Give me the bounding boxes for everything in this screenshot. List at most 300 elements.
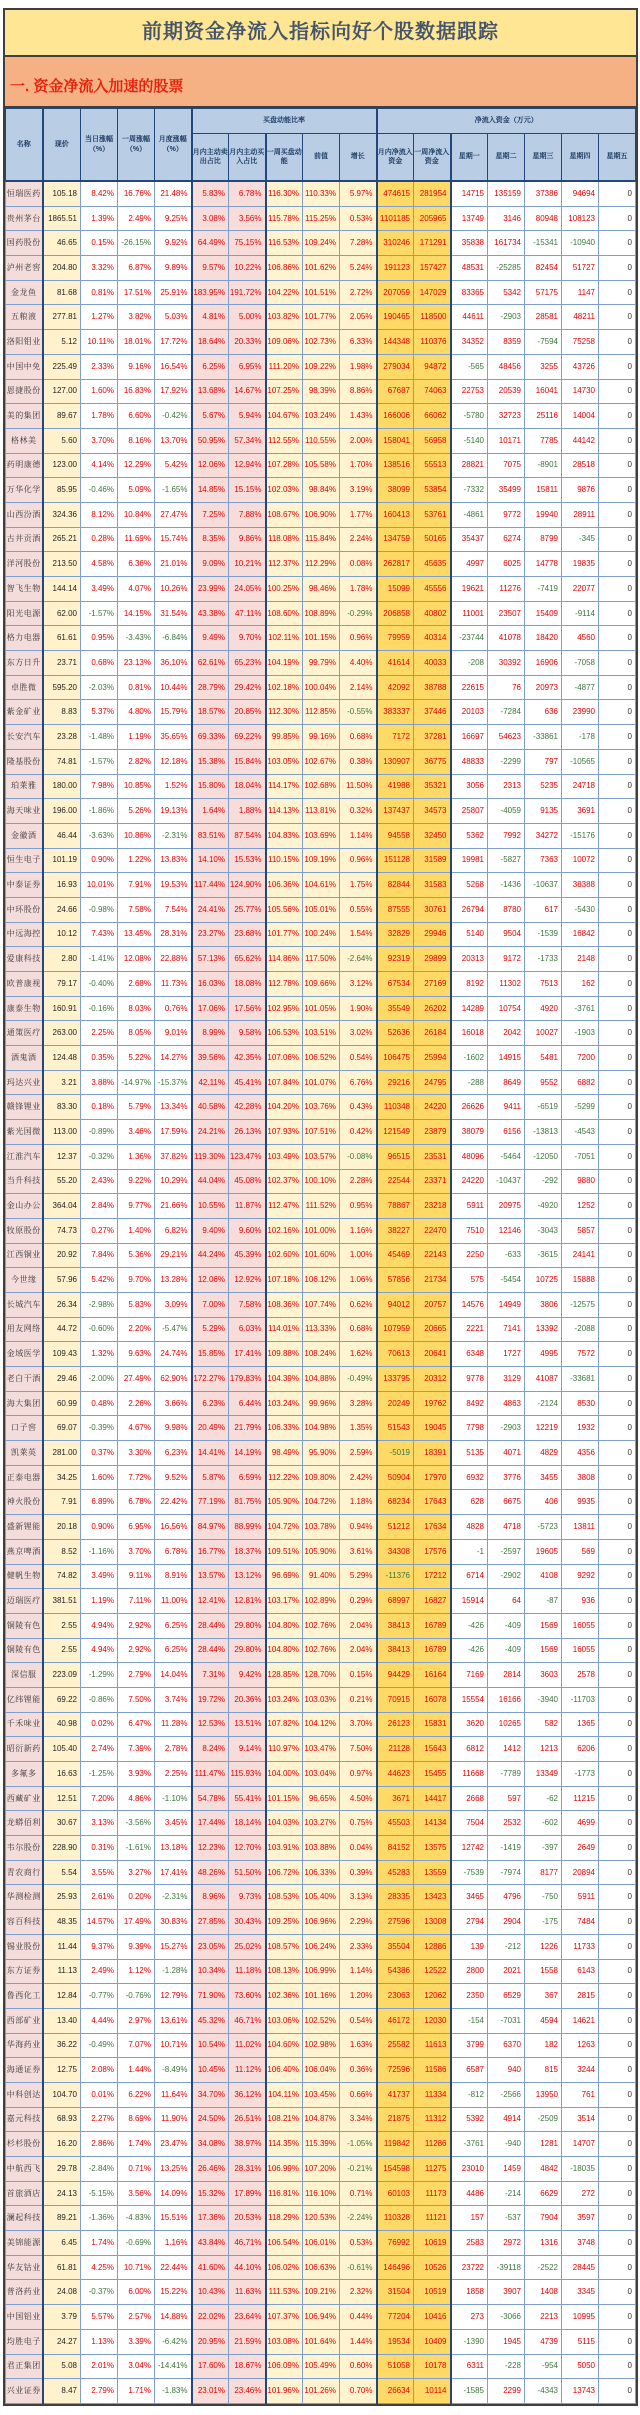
cell-growth: 0.38% xyxy=(340,749,377,774)
cell-daily-change: -0.86% xyxy=(81,1687,118,1712)
cell-price: 113.00 xyxy=(43,1120,81,1145)
cell-weekly-momentum: 102.11% xyxy=(266,626,303,651)
cell-thursday: -12575 xyxy=(562,1292,599,1317)
cell-name: 江淮汽车 xyxy=(6,1144,43,1169)
cell-monthly-inflow: 52636 xyxy=(377,1021,414,1046)
cell-weekly-inflow: 40802 xyxy=(414,601,451,626)
cell-name: 海通证券 xyxy=(6,2058,43,2083)
cell-tuesday: -940 xyxy=(488,2132,525,2157)
cell-daily-change: 9.37% xyxy=(81,1934,118,1959)
cell-thursday: 11215 xyxy=(562,1786,599,1811)
cell-daily-change: 0.37% xyxy=(81,1441,118,1466)
cell-wednesday: 4829 xyxy=(525,1441,562,1466)
cell-weekly-change: 6.78% xyxy=(118,1490,155,1515)
cell-thursday: 3514 xyxy=(562,2107,599,2132)
cell-growth: 2.14% xyxy=(340,675,377,700)
cell-monthly-inflow: 1101185 xyxy=(377,206,414,231)
cell-sell-ratio: 12.06% xyxy=(192,1268,229,1293)
cell-prev-value: 103.88% xyxy=(303,1836,340,1861)
cell-price: 263.00 xyxy=(43,1021,81,1046)
cell-monthly-change: 31.54% xyxy=(155,601,192,626)
cell-prev-value: 115.84% xyxy=(303,527,340,552)
cell-wednesday: 14778 xyxy=(525,552,562,577)
cell-thursday: 7572 xyxy=(562,1342,599,1367)
cell-tuesday: 9772 xyxy=(488,502,525,527)
table-row xyxy=(6,1342,636,1367)
cell-thursday: -10940 xyxy=(562,231,599,256)
cell-weekly-change: -1.61% xyxy=(118,1836,155,1861)
cell-buy-ratio: 65.62% xyxy=(229,947,266,972)
cell-monthly-change: 9.52% xyxy=(155,1465,192,1490)
cell-weekly-momentum: 114.13% xyxy=(266,799,303,824)
cell-tuesday: 6156 xyxy=(488,1120,525,1145)
cell-monthly-change: 24.74% xyxy=(155,1342,192,1367)
cell-weekly-change: 11.69% xyxy=(118,527,155,552)
cell-tuesday: -7974 xyxy=(488,1860,525,1885)
cell-sell-ratio: 34.70% xyxy=(192,2082,229,2107)
cell-name: 华海药业 xyxy=(6,2033,43,2058)
cell-price: 20.18 xyxy=(43,1515,81,1540)
cell-wednesday: -4920 xyxy=(525,1194,562,1219)
cell-thursday: -10565 xyxy=(562,749,599,774)
cell-prev-value: 106.12% xyxy=(303,1268,340,1293)
cell-friday: 0 xyxy=(599,280,636,305)
cell-tuesday: 4796 xyxy=(488,1885,525,1910)
cell-prev-value: 106.96% xyxy=(303,1910,340,1935)
cell-sell-ratio: 48.26% xyxy=(192,1860,229,1885)
cell-monthly-inflow: 29216 xyxy=(377,1070,414,1095)
cell-name: 长城汽车 xyxy=(6,1292,43,1317)
cell-prev-value: 100.04% xyxy=(303,675,340,700)
cell-buy-ratio: 18.04% xyxy=(229,774,266,799)
cell-monthly-change: 10.29% xyxy=(155,1169,192,1194)
cell-weekly-inflow: 26184 xyxy=(414,1021,451,1046)
cell-monthly-inflow: 50904 xyxy=(377,1465,414,1490)
cell-buy-ratio: 11.87% xyxy=(229,1194,266,1219)
cell-monthly-inflow: -5019 xyxy=(377,1441,414,1466)
cell-weekly-change: 0.71% xyxy=(118,2157,155,2182)
cell-weekly-inflow: 38788 xyxy=(414,675,451,700)
cell-monday: 3620 xyxy=(451,1712,488,1737)
cell-weekly-momentum: 111.53% xyxy=(266,2280,303,2305)
cell-weekly-inflow: 15831 xyxy=(414,1712,451,1737)
cell-price: 85.95 xyxy=(43,478,81,503)
cell-price: 46.44 xyxy=(43,823,81,848)
cell-friday: 0 xyxy=(599,1589,636,1614)
table-row xyxy=(6,2280,636,2305)
cell-price: 204.80 xyxy=(43,256,81,281)
cell-name: 凯莱英 xyxy=(6,1441,43,1466)
cell-name: 铜陵有色 xyxy=(6,1638,43,1663)
cell-buy-ratio: 15.15% xyxy=(229,478,266,503)
cell-price: 277.81 xyxy=(43,305,81,330)
cell-wednesday: 10027 xyxy=(525,1021,562,1046)
cell-monthly-inflow: 77204 xyxy=(377,2305,414,2330)
cell-monthly-change: 21.48% xyxy=(155,181,192,206)
cell-sell-ratio: 28.44% xyxy=(192,1613,229,1638)
cell-name: 国药股份 xyxy=(6,231,43,256)
cell-friday: 0 xyxy=(599,1342,636,1367)
cell-monthly-change: 14.27% xyxy=(155,1046,192,1071)
cell-price: 225.49 xyxy=(43,354,81,379)
cell-weekly-change: 5.79% xyxy=(118,1095,155,1120)
cell-wednesday: -397 xyxy=(525,1836,562,1861)
cell-price: 124.48 xyxy=(43,1046,81,1071)
cell-growth: 1.90% xyxy=(340,996,377,1021)
cell-buy-ratio: 6.78% xyxy=(229,181,266,206)
cell-weekly-change: 2.68% xyxy=(118,972,155,997)
cell-prev-value: 95.90% xyxy=(303,1441,340,1466)
cell-prev-value: 102.73% xyxy=(303,330,340,355)
cell-tuesday: 8649 xyxy=(488,1070,525,1095)
cell-daily-change: 1.60% xyxy=(81,379,118,404)
cell-friday: 0 xyxy=(599,1515,636,1540)
table-row xyxy=(6,1984,636,2009)
cell-daily-change: -0.46% xyxy=(81,478,118,503)
cell-monday: 5392 xyxy=(451,2107,488,2132)
cell-sell-ratio: 44.24% xyxy=(192,1243,229,1268)
cell-daily-change: 0.90% xyxy=(81,848,118,873)
cell-tuesday: 597 xyxy=(488,1786,525,1811)
cell-buy-ratio: 12.81% xyxy=(229,1589,266,1614)
cell-monday: -426 xyxy=(451,1638,488,1663)
cell-monthly-inflow: 206858 xyxy=(377,601,414,626)
cell-name: 君正集团 xyxy=(6,2354,43,2379)
cell-name: 恒生电子 xyxy=(6,848,43,873)
cell-wednesday: 25116 xyxy=(525,404,562,429)
cell-friday: 0 xyxy=(599,1613,636,1638)
cell-growth: 0.66% xyxy=(340,2082,377,2107)
cell-sell-ratio: 8.35% xyxy=(192,527,229,552)
cell-price: 30.67 xyxy=(43,1811,81,1836)
cell-monthly-change: -1.65% xyxy=(155,478,192,503)
cell-monday: 20313 xyxy=(451,947,488,972)
cell-wednesday: 1569 xyxy=(525,1613,562,1638)
cell-monthly-change: 6.25% xyxy=(155,1613,192,1638)
cell-monday: 48833 xyxy=(451,749,488,774)
cell-thursday: 14730 xyxy=(562,379,599,404)
cell-sell-ratio: 5.67% xyxy=(192,404,229,429)
cell-wednesday: 41087 xyxy=(525,1367,562,1392)
cell-tuesday: -409 xyxy=(488,1613,525,1638)
cell-wednesday: -292 xyxy=(525,1169,562,1194)
cell-monthly-inflow: 279034 xyxy=(377,354,414,379)
cell-price: 57.96 xyxy=(43,1268,81,1293)
cell-daily-change: 1.32% xyxy=(81,1342,118,1367)
cell-price: 11.13 xyxy=(43,1959,81,1984)
cell-price: 10.12 xyxy=(43,922,81,947)
cell-monthly-inflow: 110328 xyxy=(377,2206,414,2231)
cell-name: 卓胜微 xyxy=(6,675,43,700)
cell-friday: 0 xyxy=(599,1391,636,1416)
cell-growth: 0.71% xyxy=(340,2181,377,2206)
cell-daily-change: 2.61% xyxy=(81,1885,118,1910)
cell-name: 首旅酒店 xyxy=(6,2181,43,2206)
cell-monday: 48531 xyxy=(451,256,488,281)
cell-weekly-momentum: 104.19% xyxy=(266,651,303,676)
cell-name: 紫金矿业 xyxy=(6,700,43,725)
cell-buy-ratio: 21.79% xyxy=(229,1416,266,1441)
cell-sell-ratio: 12.41% xyxy=(192,1589,229,1614)
cell-growth: 2.00% xyxy=(340,428,377,453)
cell-prev-value: 102.98% xyxy=(303,2033,340,2058)
cell-monthly-inflow: 51543 xyxy=(377,1416,414,1441)
cell-price: 5.54 xyxy=(43,1860,81,1885)
cell-friday: 0 xyxy=(599,2181,636,2206)
cell-name: 洋河股份 xyxy=(6,552,43,577)
cell-daily-change: 4.25% xyxy=(81,2255,118,2280)
cell-price: 48.35 xyxy=(43,1910,81,1935)
cell-daily-change: 0.18% xyxy=(81,1095,118,1120)
cell-monthly-change: 12.79% xyxy=(155,1984,192,2009)
cell-price: 2.80 xyxy=(43,947,81,972)
cell-monthly-inflow: 133795 xyxy=(377,1367,414,1392)
cell-friday: 0 xyxy=(599,305,636,330)
cell-weekly-change: 4.80% xyxy=(118,700,155,725)
cell-weekly-momentum: 109.51% xyxy=(266,1539,303,1564)
cell-prev-value: 103.27% xyxy=(303,1811,340,1836)
cell-thursday: -11703 xyxy=(562,1687,599,1712)
cell-weekly-momentum: 106.72% xyxy=(266,1860,303,1885)
cell-sell-ratio: 24.50% xyxy=(192,2107,229,2132)
cell-buy-ratio: 18.67% xyxy=(229,2354,266,2379)
cell-wednesday: -954 xyxy=(525,2354,562,2379)
cell-monday: -7539 xyxy=(451,1860,488,1885)
cell-tuesday: 14915 xyxy=(488,1046,525,1071)
cell-weekly-momentum: 104.20% xyxy=(266,1095,303,1120)
cell-tuesday: 2814 xyxy=(488,1663,525,1688)
cell-friday: 0 xyxy=(599,700,636,725)
cell-monday: 6348 xyxy=(451,1342,488,1367)
cell-monthly-change: 1.16% xyxy=(155,2231,192,2256)
cell-monday: 34352 xyxy=(451,330,488,355)
cell-prev-value: 109.22% xyxy=(303,354,340,379)
cell-monthly-change: 62.90% xyxy=(155,1367,192,1392)
cell-buy-ratio: 17.56% xyxy=(229,996,266,1021)
cell-sell-ratio: 23.99% xyxy=(192,577,229,602)
cell-weekly-momentum: 101.96% xyxy=(266,2379,303,2404)
cell-monthly-change: 22.42% xyxy=(155,1490,192,1515)
cell-weekly-momentum: 102.36% xyxy=(266,1984,303,2009)
cell-monday: 273 xyxy=(451,2305,488,2330)
cell-thursday: -5430 xyxy=(562,897,599,922)
cell-daily-change: 1.13% xyxy=(81,2329,118,2354)
cell-monthly-change: 12.18% xyxy=(155,749,192,774)
cell-buy-ratio: 5.94% xyxy=(229,404,266,429)
cell-weekly-inflow: 20641 xyxy=(414,1342,451,1367)
cell-friday: 0 xyxy=(599,1317,636,1342)
cell-name: 海天味业 xyxy=(6,799,43,824)
cell-name: 中泰证券 xyxy=(6,873,43,898)
cell-sell-ratio: 19.72% xyxy=(192,1687,229,1712)
cell-tuesday: 1945 xyxy=(488,2329,525,2354)
cell-daily-change: 2.84% xyxy=(81,1194,118,1219)
cell-wednesday: 34272 xyxy=(525,823,562,848)
cell-daily-change: 7.43% xyxy=(81,922,118,947)
cell-weekly-inflow: 16789 xyxy=(414,1638,451,1663)
cell-tuesday: -212 xyxy=(488,1934,525,1959)
table-row xyxy=(6,2231,636,2256)
cell-prev-value: 101.51% xyxy=(303,280,340,305)
cell-price: 12.75 xyxy=(43,2058,81,2083)
cell-prev-value: 106.24% xyxy=(303,1934,340,1959)
cell-buy-ratio: 12.70% xyxy=(229,1836,266,1861)
cell-growth: 1.16% xyxy=(340,1218,377,1243)
cell-growth: 1.63% xyxy=(340,2033,377,2058)
cell-tuesday: -7284 xyxy=(488,700,525,725)
cell-growth: 3.34% xyxy=(340,2107,377,2132)
cell-price: 68.93 xyxy=(43,2107,81,2132)
cell-monthly-inflow: 70915 xyxy=(377,1687,414,1712)
cell-thursday: 16842 xyxy=(562,922,599,947)
cell-tuesday: -5464 xyxy=(488,1144,525,1169)
cell-monday: 7798 xyxy=(451,1416,488,1441)
cell-name: 珀莱雅 xyxy=(6,774,43,799)
cell-friday: 0 xyxy=(599,626,636,651)
cell-tuesday: 2904 xyxy=(488,1910,525,1935)
cell-growth: 0.39% xyxy=(340,1860,377,1885)
cell-thursday: 22077 xyxy=(562,577,599,602)
cell-wednesday: 182 xyxy=(525,2033,562,2058)
cell-prev-value: 105.01% xyxy=(303,897,340,922)
cell-weekly-momentum: 108.21% xyxy=(266,2107,303,2132)
cell-price: 196.00 xyxy=(43,799,81,824)
cell-monday: 6311 xyxy=(451,2354,488,2379)
cell-sell-ratio: 27.85% xyxy=(192,1910,229,1935)
cell-weekly-inflow: 31589 xyxy=(414,848,451,873)
cell-tuesday: -214 xyxy=(488,2181,525,2206)
col-header-buy-ratio: 月内主动买入占比 xyxy=(229,134,266,182)
cell-tuesday: 4863 xyxy=(488,1391,525,1416)
cell-buy-ratio: 11.02% xyxy=(229,2033,266,2058)
table-row xyxy=(6,1762,636,1787)
cell-sell-ratio: 57.13% xyxy=(192,947,229,972)
cell-growth: 2.32% xyxy=(340,2280,377,2305)
table-row xyxy=(6,1836,636,1861)
cell-daily-change: 6.89% xyxy=(81,1490,118,1515)
cell-buy-ratio: 81.75% xyxy=(229,1490,266,1515)
cell-weekly-inflow: 55513 xyxy=(414,453,451,478)
cell-prev-value: 112.85% xyxy=(303,700,340,725)
cell-monthly-change: 1.52% xyxy=(155,774,192,799)
cell-buy-ratio: 57.34% xyxy=(229,428,266,453)
cell-price: 5.08 xyxy=(43,2354,81,2379)
cell-wednesday: 7363 xyxy=(525,848,562,873)
cell-friday: 0 xyxy=(599,1712,636,1737)
col-header-sell-ratio: 月内主动卖出占比 xyxy=(192,134,229,182)
cell-thursday: 569 xyxy=(562,1539,599,1564)
cell-sell-ratio: 42.11% xyxy=(192,1070,229,1095)
cell-monthly-inflow: 160413 xyxy=(377,502,414,527)
cell-weekly-momentum: 107.25% xyxy=(266,379,303,404)
cell-monthly-inflow: 87555 xyxy=(377,897,414,922)
cell-growth: -0.61% xyxy=(340,2255,377,2280)
cell-wednesday: 582 xyxy=(525,1712,562,1737)
cell-weekly-change: 1.40% xyxy=(118,1218,155,1243)
cell-weekly-inflow: 17970 xyxy=(414,1465,451,1490)
cell-weekly-change: 7.58% xyxy=(118,897,155,922)
cell-thursday: 19835 xyxy=(562,552,599,577)
cell-thursday: 2649 xyxy=(562,1836,599,1861)
cell-weekly-inflow: 118500 xyxy=(414,305,451,330)
cell-monthly-inflow: 45503 xyxy=(377,1811,414,1836)
cell-growth: 0.44% xyxy=(340,2305,377,2330)
cell-sell-ratio: 10.45% xyxy=(192,2058,229,2083)
cell-name: 容百科技 xyxy=(6,1910,43,1935)
cell-daily-change: 2.79% xyxy=(81,2379,118,2404)
cell-tuesday: 6675 xyxy=(488,1490,525,1515)
cell-thursday: 44142 xyxy=(562,428,599,453)
cell-prev-value: 101.07% xyxy=(303,1070,340,1095)
cell-weekly-inflow: 10409 xyxy=(414,2329,451,2354)
table-row xyxy=(6,1144,636,1169)
cell-tuesday: 2313 xyxy=(488,774,525,799)
cell-name: 兴业证券 xyxy=(6,2379,43,2404)
cell-buy-ratio: 23.46% xyxy=(229,2379,266,2404)
cell-wednesday: 16906 xyxy=(525,651,562,676)
cell-thursday: 3345 xyxy=(562,2280,599,2305)
table-row xyxy=(6,502,636,527)
cell-price: 81.68 xyxy=(43,280,81,305)
cell-sell-ratio: 3.08% xyxy=(192,206,229,231)
col-header-thursday: 星期四 xyxy=(562,134,599,182)
cell-weekly-change: 3.04% xyxy=(118,2354,155,2379)
table-row xyxy=(6,1120,636,1145)
cell-sell-ratio: 9.49% xyxy=(192,626,229,651)
cell-daily-change: 1.74% xyxy=(81,2231,118,2256)
cell-weekly-change: 6.36% xyxy=(118,552,155,577)
cell-buy-ratio: 45.41% xyxy=(229,1070,266,1095)
cell-friday: 0 xyxy=(599,2058,636,2083)
cell-name: 中环股份 xyxy=(6,897,43,922)
cell-price: 13.40 xyxy=(43,2008,81,2033)
table-row xyxy=(6,1687,636,1712)
cell-wednesday: 4739 xyxy=(525,2329,562,2354)
cell-monthly-change: 9.25% xyxy=(155,206,192,231)
cell-weekly-momentum: 107.06% xyxy=(266,1046,303,1071)
cell-tuesday: 11302 xyxy=(488,972,525,997)
cell-sell-ratio: 40.58% xyxy=(192,1095,229,1120)
cell-tuesday: 2299 xyxy=(488,2379,525,2404)
cell-monthly-change: 22.44% xyxy=(155,2255,192,2280)
col-header-tuesday: 星期二 xyxy=(488,134,525,182)
cell-weekly-change: 5.22% xyxy=(118,1046,155,1071)
cell-price: 5.60 xyxy=(43,428,81,453)
cell-wednesday: -6519 xyxy=(525,1095,562,1120)
cell-thursday: 3808 xyxy=(562,1465,599,1490)
cell-daily-change: 0.48% xyxy=(81,1391,118,1416)
cell-weekly-momentum: 109.06% xyxy=(266,330,303,355)
cell-monday: -208 xyxy=(451,651,488,676)
cell-weekly-change: 2.57% xyxy=(118,2305,155,2330)
cell-weekly-momentum: 114.35% xyxy=(266,2132,303,2157)
cell-buy-ratio: 42.35% xyxy=(229,1046,266,1071)
cell-weekly-momentum: 114.17% xyxy=(266,774,303,799)
cell-wednesday: 1558 xyxy=(525,1959,562,1984)
cell-monday: 2350 xyxy=(451,1984,488,2009)
page-title: 前期资金净流入指标向好个股数据跟踪 xyxy=(5,10,636,57)
cell-price: 29.78 xyxy=(43,2157,81,2182)
cell-growth: 3.12% xyxy=(340,972,377,997)
cell-price: 25.93 xyxy=(43,1885,81,1910)
cell-price: 23.71 xyxy=(43,651,81,676)
cell-thursday: -5299 xyxy=(562,1095,599,1120)
cell-prev-value: 115.25% xyxy=(303,206,340,231)
cell-sell-ratio: 15.85% xyxy=(192,1342,229,1367)
cell-monday: 5268 xyxy=(451,873,488,898)
cell-buy-ratio: 6.59% xyxy=(229,1465,266,1490)
cell-tuesday: 161734 xyxy=(488,231,525,256)
